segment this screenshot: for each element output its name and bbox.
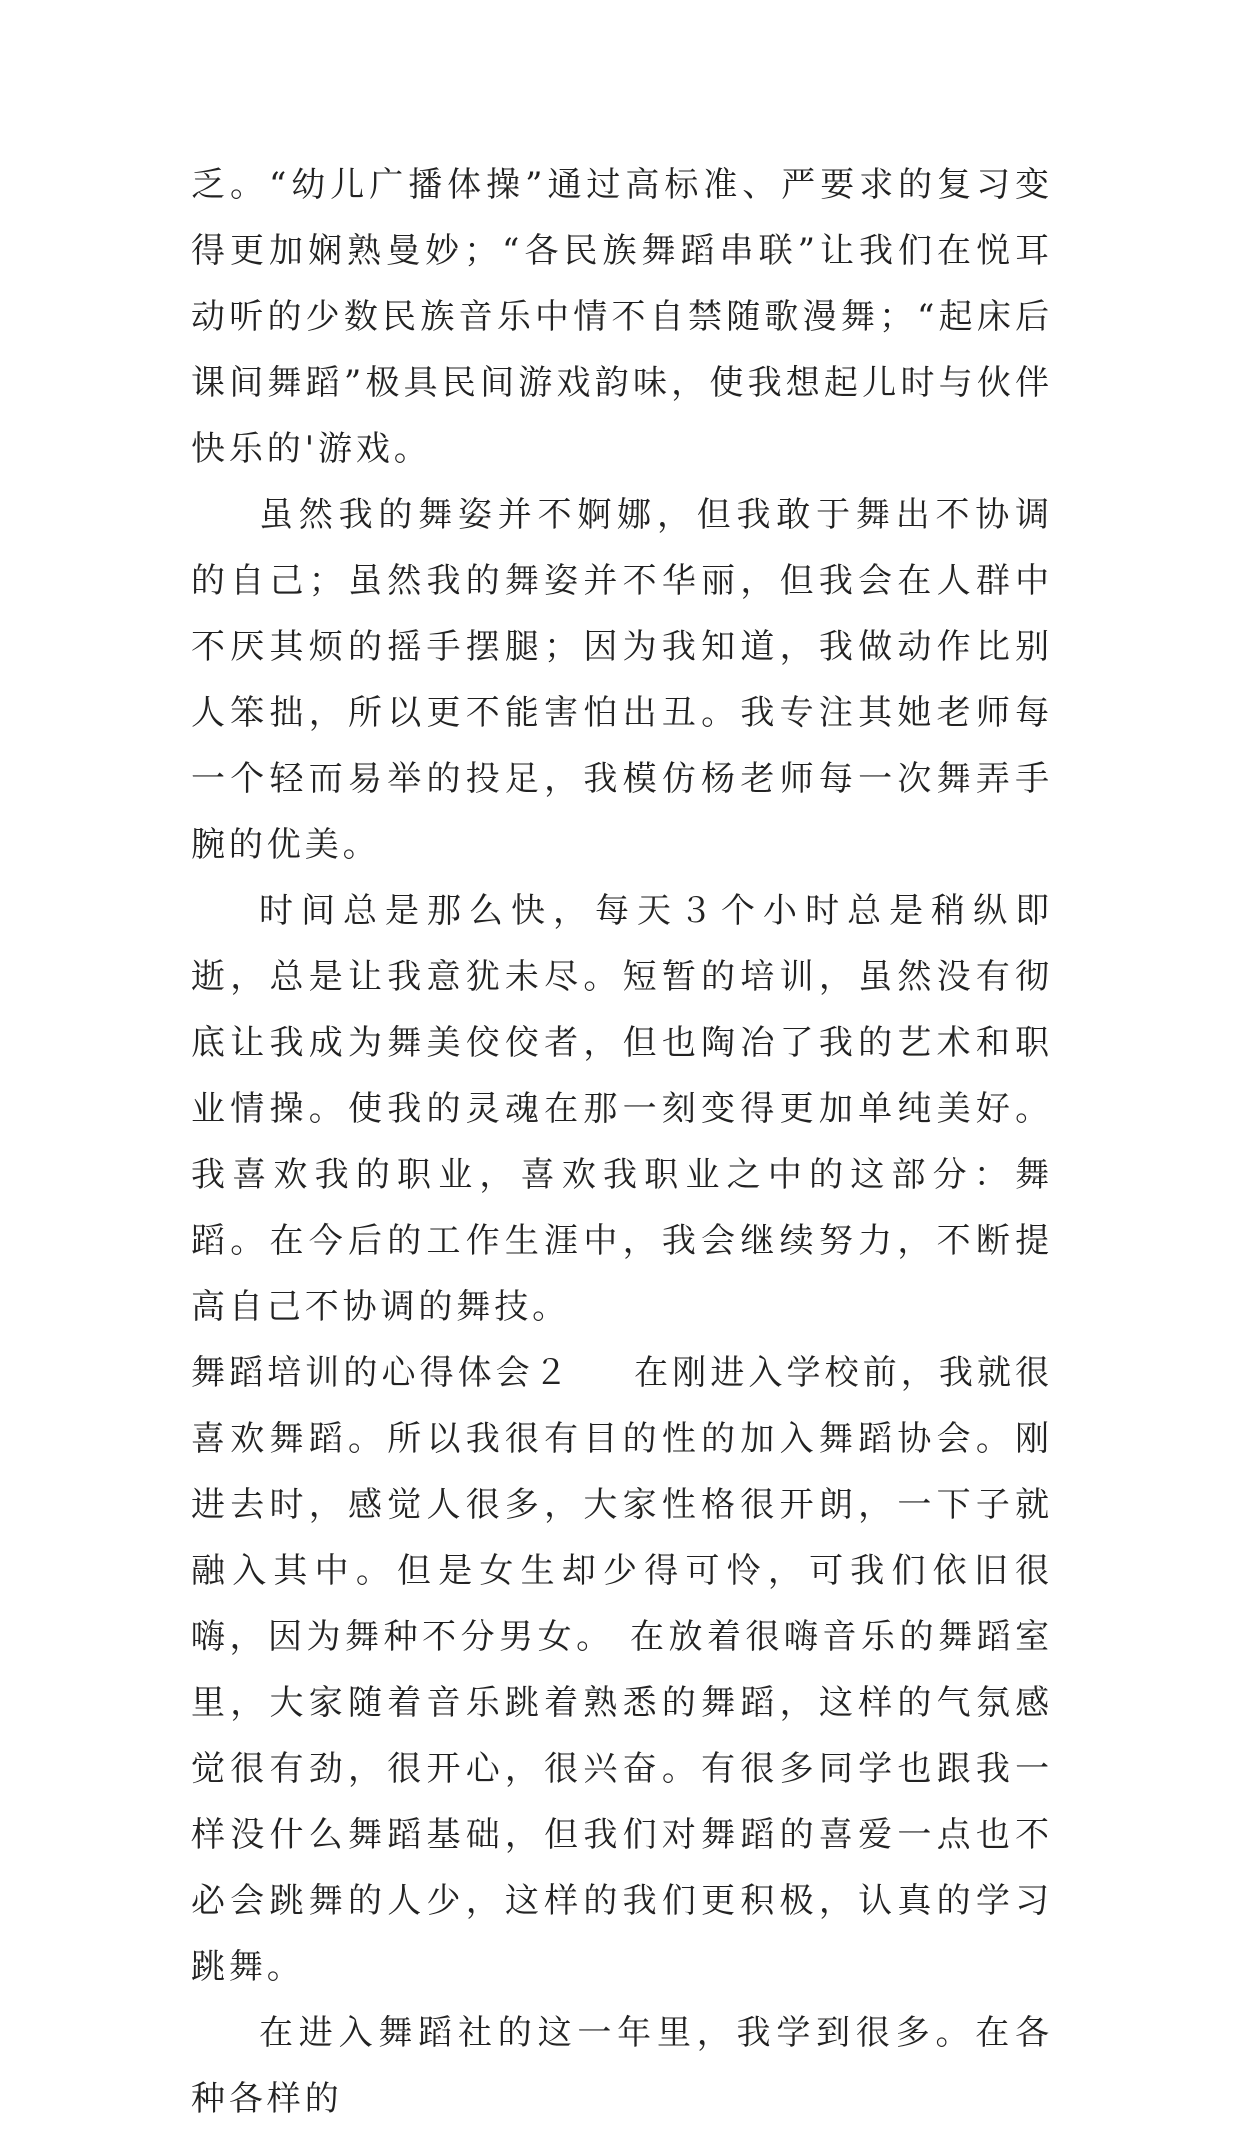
paragraph-training-reflection: 时间总是那么快，每天３个小时总是稍纵即逝，总是让我意犹未尽。短暂的培训，虽然没有彻底让我成为舞美佼佼者，但也陶冶了我的艺术和职业情操。使我的灵魂在那一刻变得更加单纯美好。我喜欢我的职业，喜欢我职业之中的这部分：舞蹈。在今后的工作生涯中，我会继续努力，不断提高自己不协调的舞技。 [191, 891, 1053, 1327]
section-paragraph [191, 1340, 1053, 2000]
section-body-text: 在刚进入学校前，我就很喜欢舞蹈。所以我很有目的性的加入舞蹈协会。刚进去时，感觉人很多，大家性格很开朗，一下子就融入其中。但是女生却少得可怜，可我们依旧很嗨，因为舞种不分男女。 在放着很嗨音乐的舞蹈室里，大家随着音乐跳着熟悉的舞蹈，这样的气氛感觉很有劲，很开心，很兴奋。有很多同学也跟我一样没什么舞蹈基础，但我们对舞蹈的喜爱一点也不必会跳舞的人少，这样的我们更积极，认真的学习跳舞。 [191, 1353, 1053, 1987]
paragraph-dance-club: 在进入舞蹈社的这一年里，我学到很多。在各种各样的 [191, 2013, 1053, 2119]
section-heading: 舞蹈培训的心得体会２ [191, 1353, 572, 1393]
document-body [191, 152, 1053, 2132]
paragraph-continuation: 乏。“幼儿广播体操”通过高标准、严要求的复习变得更加娴熟曼妙；“各民族舞蹈串联”让我们在悦耳动听的少数民族音乐中情不自禁随歌漫舞；“起床后课间舞蹈”极具民间游戏韵味，使我想起儿时与伙伴快乐的'游戏。 [191, 165, 1053, 469]
paragraph-dance-posture: 虽然我的舞姿并不婀娜，但我敢于舞出不协调的自己；虽然我的舞姿并不华丽，但我会在人群中不厌其烦的摇手摆腿；因为我知道，我做动作比别人笨拙，所以更不能害怕出丑。我专注其她老师每一个轻而易举的投足，我模仿杨老师每一次舞弄手腕的优美。 [191, 495, 1053, 865]
